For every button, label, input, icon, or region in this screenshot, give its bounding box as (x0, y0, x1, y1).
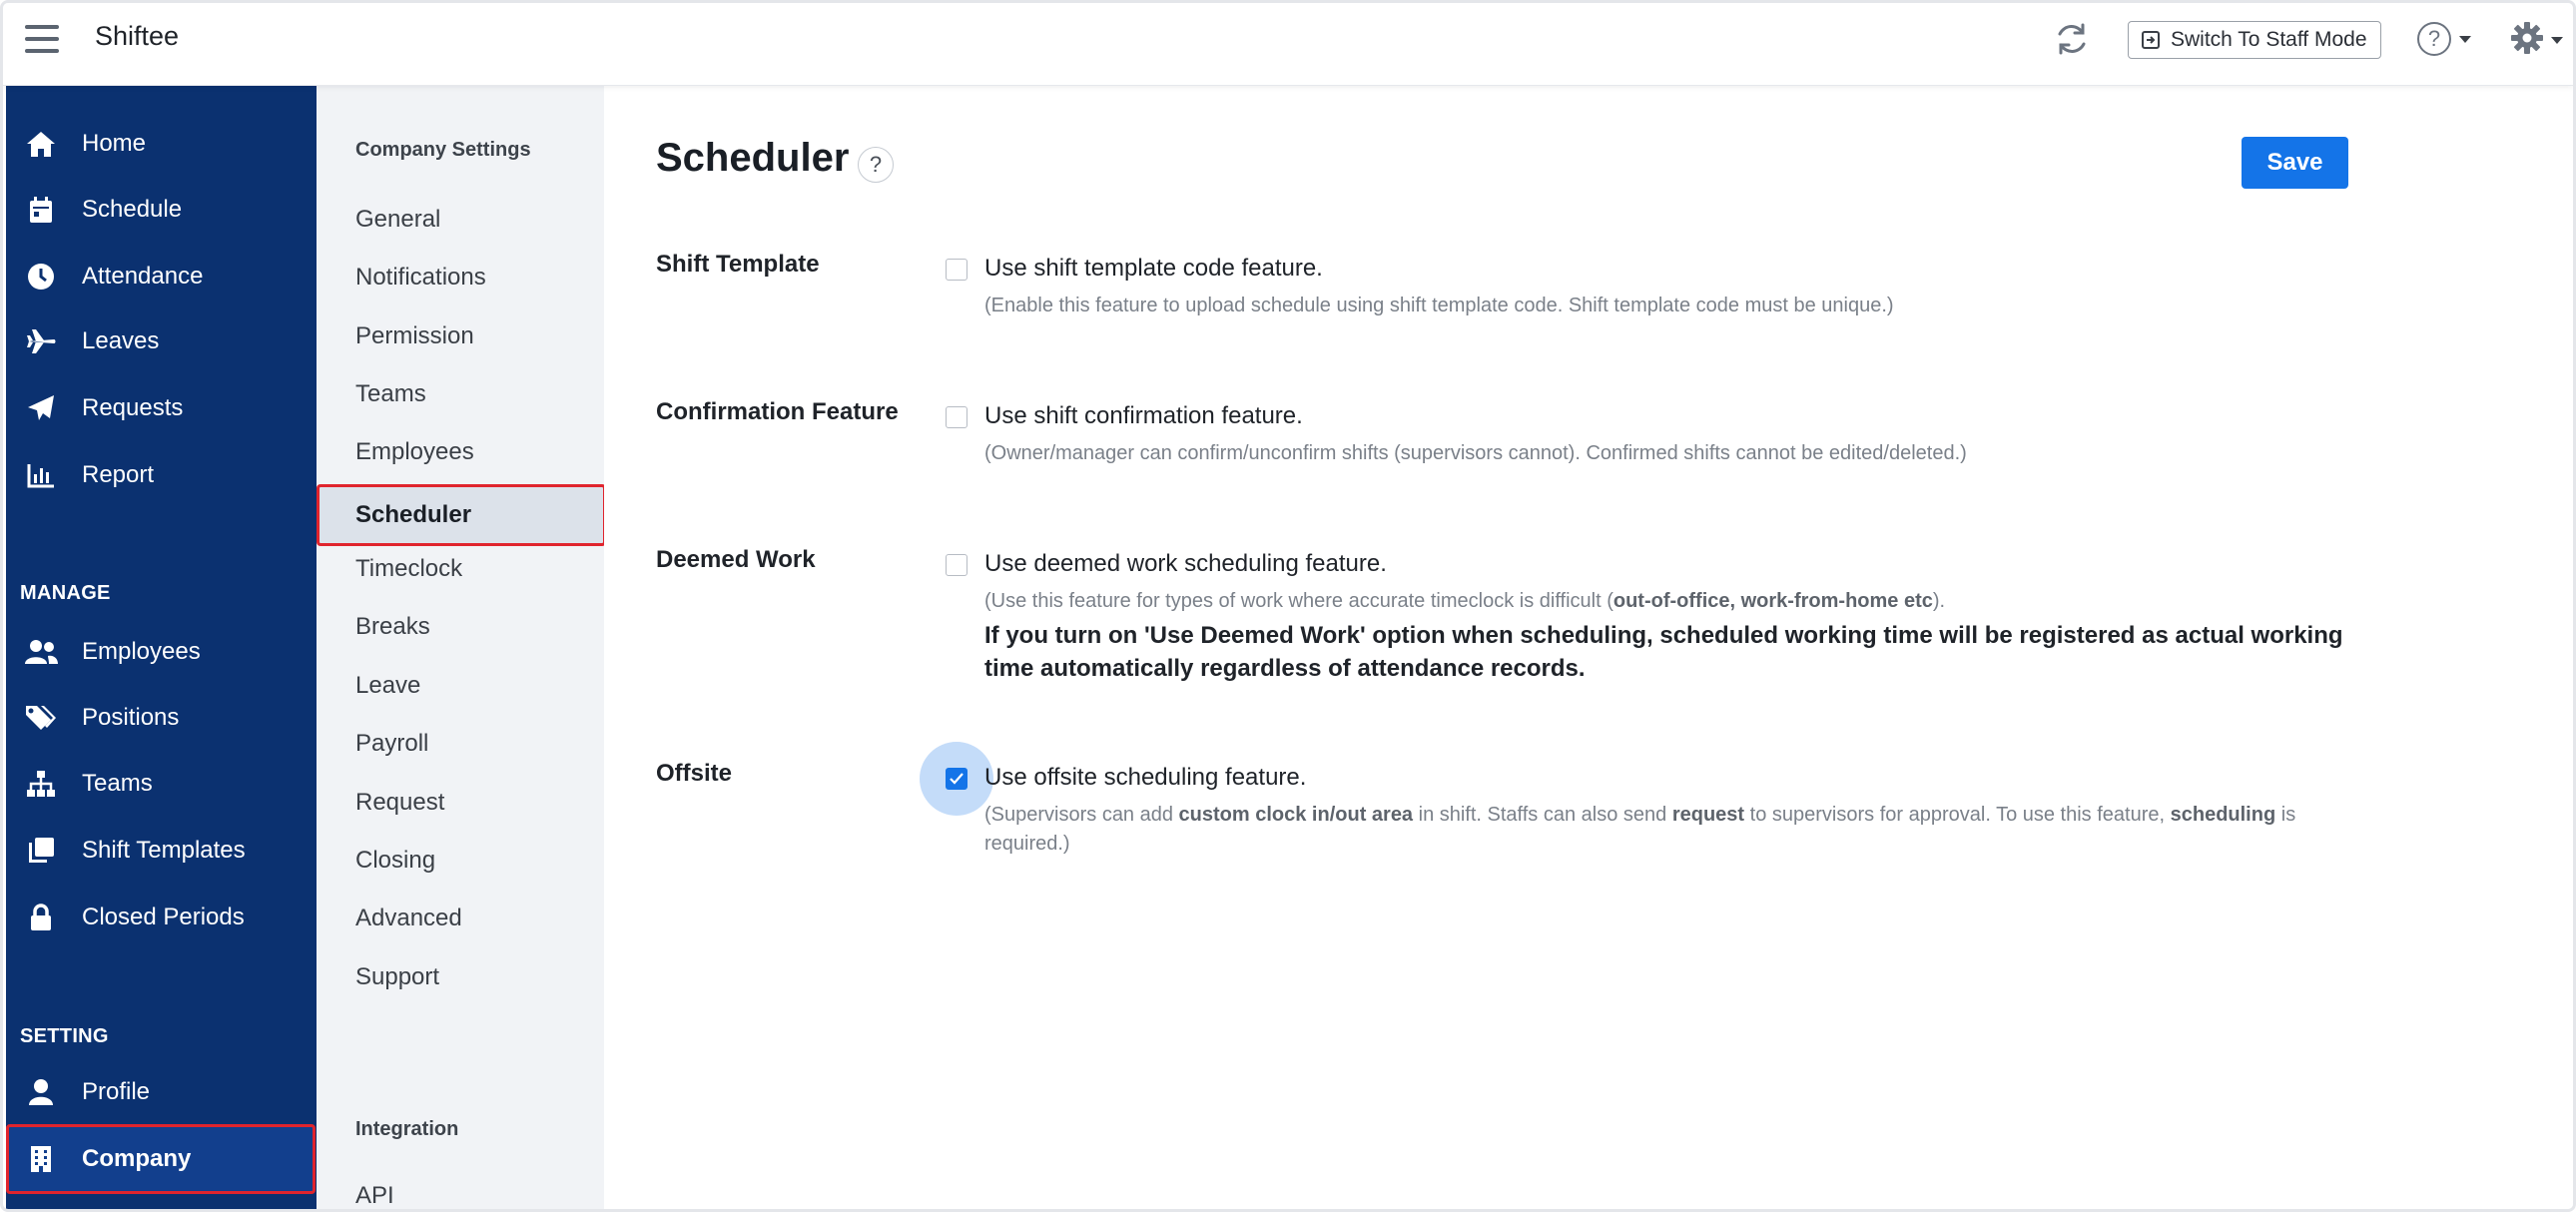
sidebar-item-label: Requests (82, 394, 184, 421)
users-icon (24, 637, 58, 667)
shift-template-option-label: Use shift template code feature. (984, 255, 1323, 282)
plane-icon (24, 326, 58, 356)
submenu-item-general[interactable]: General (355, 206, 441, 233)
sidebar-item-label: Positions (82, 704, 180, 731)
switch-mode-icon (2141, 30, 2161, 50)
help-dropdown[interactable] (2417, 22, 2471, 56)
sidebar-item-label: Profile (82, 1078, 151, 1105)
building-icon (24, 1144, 58, 1174)
home-icon (24, 129, 58, 159)
submenu-item-breaks[interactable]: Breaks (355, 613, 430, 640)
submenu-item-advanced[interactable]: Advanced (355, 905, 462, 931)
sidebar-item-label: Report (82, 461, 155, 488)
shift-template-label: Shift Template (656, 251, 820, 278)
help-icon[interactable]: ? (858, 147, 894, 183)
hamburger-menu-icon[interactable] (25, 25, 59, 55)
offsite-description: (Supervisors can add custom clock in/out area in shift. Staffs can also send request to supervisors for approval. To use this feature, scheduling is required.) (984, 804, 2296, 855)
calendar-icon (24, 195, 58, 225)
send-icon (24, 393, 58, 423)
shift-confirmation-option-label: Use shift confirmation feature. (984, 402, 1303, 429)
shift-template-checkbox[interactable] (946, 259, 967, 281)
sidebar-item-home[interactable] (6, 117, 317, 171)
chevron-down-icon (2551, 37, 2563, 44)
submenu-item-leave[interactable]: Leave (355, 672, 421, 699)
app-title: Shiftee (95, 21, 180, 51)
sidebar-item-closed-periods[interactable] (6, 891, 317, 944)
checkmark-icon (949, 772, 965, 786)
switch-to-staff-mode-button[interactable] (2128, 21, 2381, 59)
submenu-item-permission[interactable]: Permission (355, 322, 474, 349)
sidebar-item-report[interactable] (6, 448, 317, 502)
sidebar-item-company[interactable] (6, 1124, 316, 1194)
sidebar-item-positions[interactable] (6, 691, 317, 745)
deemed-work-description: (Use this feature for types of work where accurate timeclock is difficult (out-of-office, work-from-home etc). (984, 590, 1946, 612)
sidebar-item-schedule[interactable] (6, 183, 317, 237)
offsite-checkbox[interactable] (946, 768, 967, 790)
shift-confirmation-description: (Owner/manager can confirm/unconfirm shifts (supervisors cannot). Confirmed shifts cannot be edited/deleted.) (984, 442, 1967, 464)
submenu-item-closing[interactable]: Closing (355, 847, 436, 874)
submenu-item-teams[interactable]: Teams (355, 380, 426, 407)
tags-icon (24, 703, 58, 733)
page-title: Scheduler (656, 136, 850, 180)
sidebar-item-label: Leaves (82, 327, 160, 354)
sidebar-item-leaves[interactable] (6, 314, 317, 368)
main-sidebar (6, 86, 317, 1209)
deemed-work-warning: If you turn on 'Use Deemed Work' option when scheduling, scheduled working time will be registered as actual working time automatically regardless of attendance records. (984, 622, 2343, 682)
lock-icon (24, 903, 58, 932)
offsite-label: Offsite (656, 760, 733, 787)
refresh-icon[interactable] (2052, 19, 2092, 59)
clock-icon (24, 262, 58, 292)
sidebar-item-label: Employees (82, 638, 201, 665)
deemed-work-option-label: Use deemed work scheduling feature. (984, 550, 1387, 577)
sidebar-item-label: Teams (82, 770, 153, 797)
copy-icon (24, 836, 58, 866)
integration-header: Integration (355, 1118, 459, 1140)
sidebar-item-label: Closed Periods (82, 904, 245, 930)
switch-to-staff-mode-label: Switch To Staff Mode (2171, 28, 2367, 51)
submenu-item-support[interactable]: Support (355, 963, 440, 990)
sidebar-item-employees[interactable] (6, 625, 317, 679)
user-icon (24, 1077, 58, 1107)
company-settings-header: Company Settings (355, 139, 531, 161)
bar-chart-icon (24, 460, 58, 490)
sidebar-item-label: Home (82, 130, 147, 157)
company-settings-menu (317, 86, 604, 1209)
confirmation-feature-label: Confirmation Feature (656, 398, 899, 425)
deemed-work-label: Deemed Work (656, 546, 816, 573)
sidebar-item-label: Shift Templates (82, 837, 246, 864)
sidebar-item-attendance[interactable] (6, 250, 317, 303)
gear-icon (2509, 20, 2545, 61)
submenu-item-scheduler[interactable]: Scheduler (317, 484, 606, 546)
sidebar-item-requests[interactable] (6, 381, 317, 435)
submenu-item-api[interactable]: API (355, 1182, 394, 1209)
sidebar-item-label: Company (82, 1145, 192, 1172)
submenu-item-notifications[interactable]: Notifications (355, 264, 486, 291)
top-bar (3, 3, 2573, 86)
sidebar-item-label: Schedule (82, 196, 183, 223)
setting-section-header: SETTING (20, 1025, 109, 1047)
settings-dropdown[interactable] (2509, 20, 2563, 61)
submenu-item-employees[interactable]: Employees (355, 438, 474, 465)
sitemap-icon (24, 769, 58, 799)
main-content (604, 86, 2573, 1209)
chevron-down-icon (2459, 36, 2471, 43)
manage-section-header: MANAGE (20, 582, 111, 604)
submenu-item-payroll[interactable]: Payroll (355, 730, 429, 757)
shift-confirmation-checkbox[interactable] (946, 406, 967, 428)
sidebar-item-teams[interactable] (6, 757, 317, 811)
sidebar-item-profile[interactable] (6, 1065, 317, 1119)
sidebar-item-shift-templates[interactable] (6, 824, 317, 878)
submenu-item-timeclock[interactable]: Timeclock (355, 555, 463, 582)
deemed-work-checkbox[interactable] (946, 554, 967, 576)
save-button[interactable]: Save (2242, 137, 2348, 189)
submenu-item-request[interactable]: Request (355, 789, 445, 816)
sidebar-item-label: Attendance (82, 263, 204, 290)
shift-template-description: (Enable this feature to upload schedule using shift template code. Shift template code must be unique.) (984, 295, 1894, 316)
offsite-option-label: Use offsite scheduling feature. (984, 764, 1307, 791)
help-icon: ? (2417, 22, 2451, 56)
